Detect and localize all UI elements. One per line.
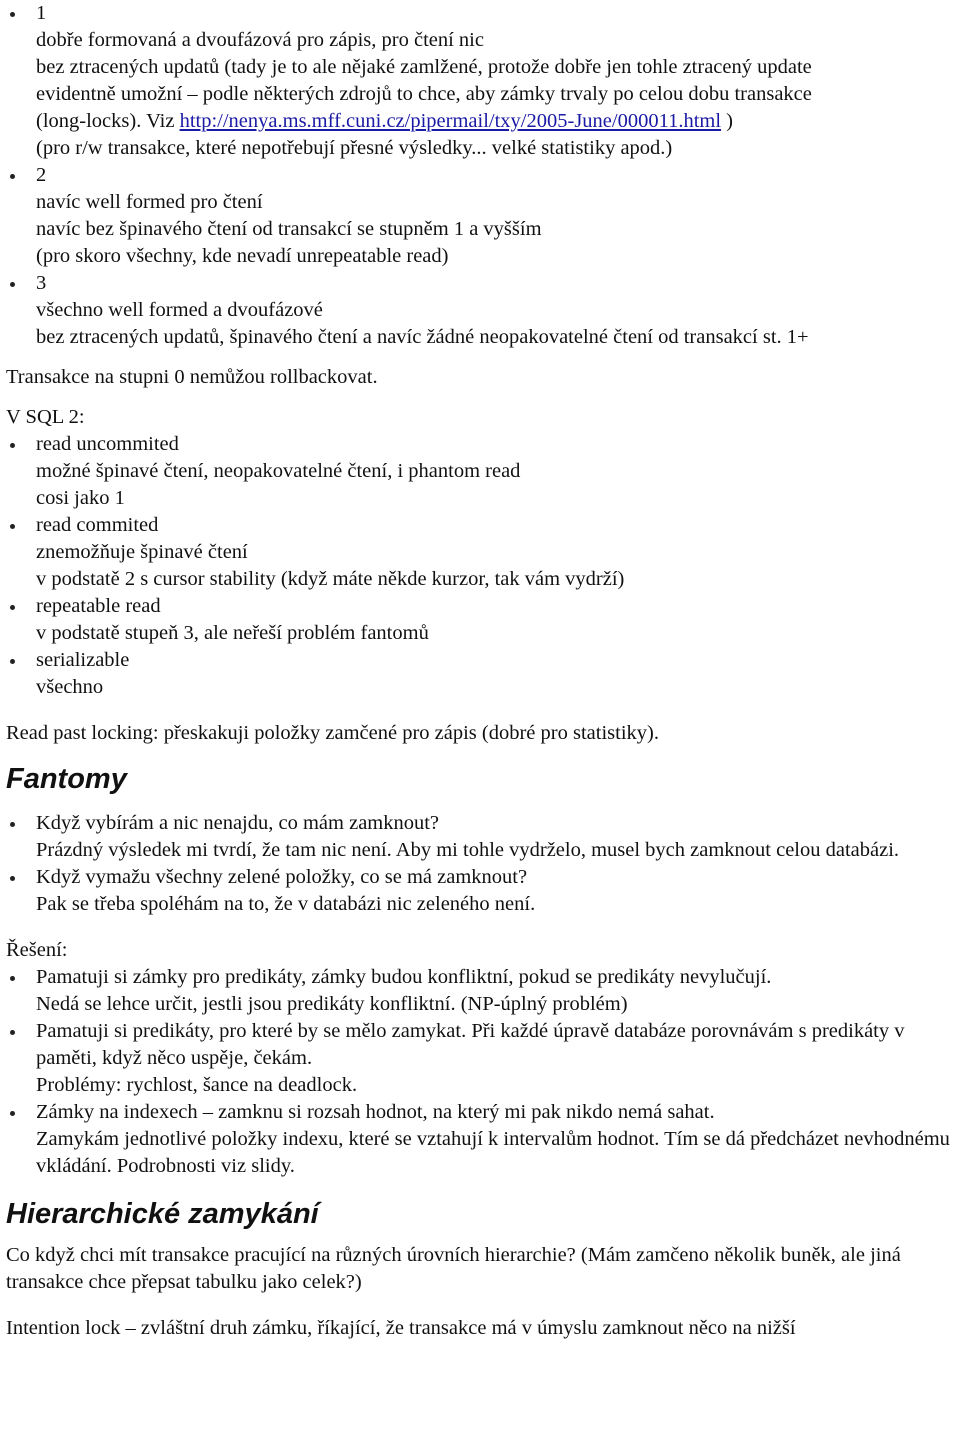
level-line: dobře formovaná a dvoufázová pro zápis, pro čtení nic (36, 29, 484, 51)
fantomy-list (6, 810, 954, 918)
list-item (6, 0, 954, 162)
reseni-text: Pamatuji si predikáty, pro které by se mělo zamykat. Při každé úpravě databáze porovnávám s predikáty v paměti, když něco uspěje, čekám. (36, 1020, 905, 1069)
sql2-levels-list (6, 431, 954, 701)
reseni-text: Zamykám jednotlivé položky indexu, které se vztahují k intervalům hodnot. Tím se dá předcházet nevhodnému vkládání. Podrobnosti viz slidy. (36, 1128, 950, 1177)
list-item (6, 810, 954, 864)
list-item (6, 1018, 954, 1099)
sql2-level-line: možné špinavé čtení, neopakovatelné čtení, i phantom read (36, 460, 521, 482)
list-item (6, 647, 954, 701)
reseni-text: Pamatuji si zámky pro predikáty, zámky budou konfliktní, pokud se predikáty nevylučují. (36, 966, 772, 988)
rollback-note: Transakce na stupni 0 nemůžou rollbackovat. (6, 366, 378, 388)
list-item (6, 864, 954, 918)
reseni-list (6, 964, 954, 1180)
sql2-level-line: znemožňuje špinavé čtení (36, 541, 248, 563)
sql2-level-title: read uncommited (36, 433, 179, 455)
fantomy-question: Když vymažu všechny zelené položky, co se má zamknout? (36, 866, 528, 888)
level-line: bez ztracených updatů (tady je to ale nějaké zamlžené, protože dobře jen tohle ztracený update (36, 56, 812, 78)
level-line: všechno well formed a dvoufázové (36, 299, 323, 321)
list-item (6, 593, 954, 647)
reseni-text: Problémy: rychlost, šance na deadlock. (36, 1074, 358, 1096)
sql2-level-line: cosi jako 1 (36, 487, 125, 509)
sql2-level-title: repeatable read (36, 595, 161, 617)
level-line: navíc well formed pro čtení (36, 191, 263, 213)
link-prefix: (long-locks). Viz (36, 110, 180, 132)
reseni-text: Nedá se lehce určit, jestli jsou predikáty konfliktní. (NP-úplný problém) (36, 993, 628, 1015)
sql2-level-line: v podstatě 2 s cursor stability (když máte někde kurzor, tak vám vydrží) (36, 568, 625, 590)
fantomy-heading: Fantomy (6, 763, 127, 795)
pipermail-link[interactable]: http://nenya.ms.mff.cuni.cz/pipermail/txy/2005-June/000011.html (179, 110, 722, 132)
level-number: 2 (36, 164, 47, 186)
level-number: 1 (36, 2, 47, 24)
hierarchicke-heading: Hierarchické zamykání (6, 1198, 319, 1230)
sql2-level-title: read commited (36, 514, 159, 536)
level-line: evidentně umožní – podle některých zdrojů to chce, aby zámky trvaly po celou dobu transakce (36, 83, 812, 105)
isolation-levels-list (6, 0, 954, 351)
level-line-with-link (36, 108, 954, 135)
intention-lock-paragraph: Intention lock – zvláštní druh zámku, říkající, že transakce má v úmyslu zamknout něco na nižší (6, 1317, 796, 1339)
fantomy-question: Když vybírám a nic nenajdu, co mám zamknout? (36, 812, 440, 834)
sql2-level-title: serializable (36, 649, 130, 671)
reseni-heading: Řešení: (6, 939, 68, 961)
read-past-note: Read past locking: přeskakuji položky zamčené pro zápis (dobré pro statistiky). (6, 722, 659, 744)
sql2-level-line: všechno (36, 676, 104, 698)
list-item (6, 512, 954, 593)
list-item (6, 162, 954, 270)
sql2-heading: V SQL 2: (6, 406, 85, 428)
hierarchicke-paragraph: Co když chci mít transakce pracující na různých úrovních hierarchie? (Mám zamčeno několik buněk, ale jiná transakce chce přepsat tabulku jako celek?) (6, 1244, 901, 1293)
level-line: bez ztracených updatů, špinavého čtení a navíc žádné neopakovatelné čtení od transakcí st. 1+ (36, 326, 809, 348)
sql2-level-line: v podstatě stupeň 3, ale neřeší problém fantomů (36, 622, 429, 644)
level-line: (pro r/w transakce, které nepotřebují přesné výsledky... velké statistiky apod.) (36, 137, 673, 159)
list-item (6, 431, 954, 512)
level-number: 3 (36, 272, 47, 294)
list-item (6, 1099, 954, 1180)
fantomy-answer: Prázdný výsledek mi tvrdí, že tam nic není. Aby mi tohle vydrželo, musel bych zamknout celou databázi. (36, 839, 900, 861)
list-item (6, 964, 954, 1018)
reseni-text: Zámky na indexech – zamknu si rozsah hodnot, na který mi pak nikdo nemá sahat. (36, 1101, 715, 1123)
list-item (6, 270, 954, 351)
level-line: navíc bez špinavého čtení od transakcí se stupněm 1 a vyšším (36, 218, 542, 240)
fantomy-answer: Pak se třeba spoléhám na to, že v databázi nic zeleného není. (36, 893, 536, 915)
level-line: (pro skoro všechny, kde nevadí unrepeatable read) (36, 245, 449, 267)
link-suffix: ) (721, 110, 733, 132)
